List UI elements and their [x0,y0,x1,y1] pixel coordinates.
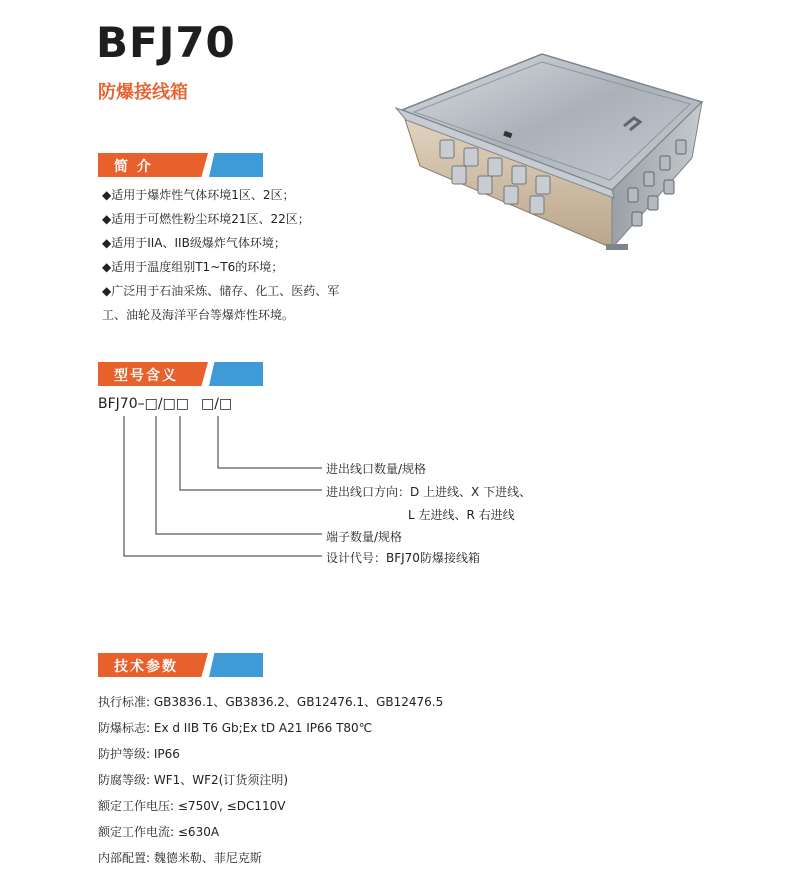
intro-item: ◆适用于温度组别T1~T6的环境； [102,260,284,274]
section-header-specs [98,653,263,677]
spec-value: ≤750V, ≤DC110V [177,799,286,813]
product-name: 防爆接线箱 [98,82,188,103]
spec-row [98,771,288,788]
model-code-slash-2: / [214,396,219,412]
annotation-terminal-qty: 端子数量/规格 [326,530,403,544]
intro-item: ◆适用于IIA、IIB级爆炸气体环境； [102,236,286,250]
spec-value: ≤630A [177,825,220,839]
model-code-box-entry: □ [201,396,215,412]
spec-row [98,823,219,840]
model-code-box-direction: □ [162,396,176,412]
spec-label: 额定工作电流: [98,825,175,839]
spec-value: 魏德米勒、菲尼克斯 [153,851,262,865]
model-code-box-entry-2: □ [218,396,233,412]
annotation-entry-qty: 进出线口数量/规格 [326,462,427,476]
spec-row [98,719,372,736]
intro-item: ◆适用于可燃性粉尘环境21区、22区； [102,212,310,226]
model-code-dash: – [137,396,145,412]
intro-item: ◆广泛用于石油采炼、储存、化工、医药、军 [102,284,340,298]
spec-label: 执行标准: [98,695,151,709]
spec-label: 额定工作电压: [98,799,175,813]
spec-label: 内部配置: [98,851,151,865]
spec-value: GB3836.1、GB3836.2、GB12476.1、GB12476.5 [153,695,444,709]
spec-row [98,693,443,710]
spec-value: Ex d IIB T6 Gb;Ex tD A21 IP66 T80℃ [153,721,373,735]
spec-row [98,745,180,762]
spec-row [98,797,285,814]
model-code-box-terminal: □ [144,396,158,412]
intro-item: ◆适用于爆炸性气体环境1区、2区； [102,188,295,202]
model-code-box-direction-2: □ [175,396,190,412]
model-code-base: BFJ70 [98,396,138,412]
spec-value: WF1、WF2(订货须注明) [153,773,289,787]
intro-item: 工、油轮及海洋平台等爆炸性环境。 [102,308,295,322]
product-model-title: BFJ70 [96,18,236,67]
section-title-model: 型号含义 [114,368,178,384]
spec-row [98,849,262,866]
section-title-specs: 技术参数 [114,659,178,675]
spec-label: 防护等级: [98,747,151,761]
annotation-entry-direction-cont: L 左进线、R 右进线 [408,508,515,522]
spec-value: IP66 [153,747,180,761]
spec-label: 防腐等级: [98,773,151,787]
model-code-slash: / [157,396,163,412]
spec-label: 防爆标志: [98,721,151,735]
section-title-intro: 简 介 [114,159,153,175]
annotation-entry-direction: 进出线口方向：D 上进线、X 下进线、 [326,485,532,499]
annotation-design-code: 设计代号：BFJ70防爆接线箱 [326,551,480,565]
